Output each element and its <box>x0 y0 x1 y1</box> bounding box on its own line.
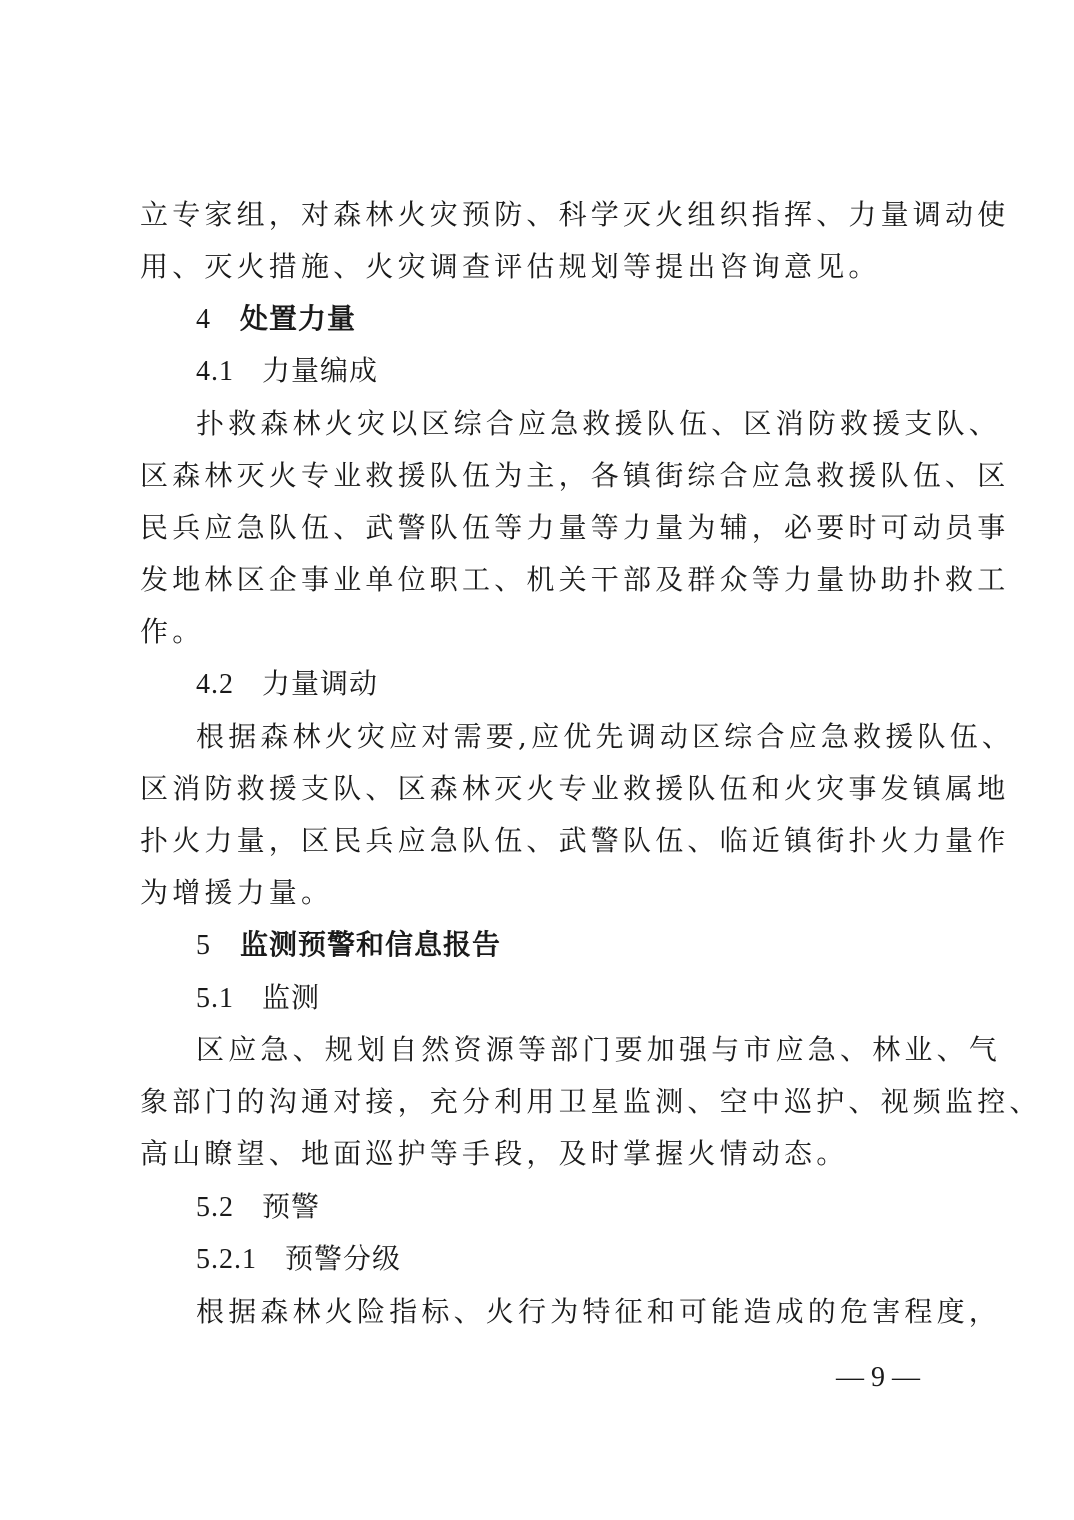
body-line: 扑救森林火灾以区综合应急救援队伍、区消防救援支队、 <box>196 407 1002 440</box>
section-number: 5 <box>196 930 211 961</box>
body-line: 根据森林火险指标、火行为特征和可能造成的危害程度， <box>196 1295 1002 1328</box>
subsection-title: 预警 <box>262 1190 321 1223</box>
section-heading-5 <box>196 925 976 966</box>
subsection-title: 预警分级 <box>285 1242 402 1275</box>
body-line: 用、灭火措施、火灾调查评估规划等提出咨询意见。 <box>140 250 881 283</box>
body-line: 区消防救援支队、区森林灭火专业救援队伍和火灾事发镇属地 <box>140 772 1010 805</box>
subsection-heading-5-2 <box>196 1187 976 1228</box>
body-line: 立专家组，对森林火灾预防、科学灭火组织指挥、力量调动使 <box>140 198 1010 231</box>
subsection-heading-4-2 <box>196 664 976 705</box>
body-line: 高山瞭望、地面巡护等手段，及时掌握火情动态。 <box>140 1137 849 1170</box>
subsection-number: 5.2.1 <box>196 1244 257 1275</box>
body-line: 发地林区企事业单位职工、机关干部及群众等力量协助扑救工 <box>140 563 1010 596</box>
subsection-title: 力量调动 <box>262 667 379 700</box>
subsection-heading-4-1 <box>196 351 976 392</box>
section-heading-4 <box>196 299 976 340</box>
body-line: 根据森林火灾应对需要,应优先调动区综合应急救援队伍、 <box>196 720 1015 753</box>
subsection-number: 4.2 <box>196 669 234 700</box>
subsection-title: 力量编成 <box>262 354 379 387</box>
body-line: 作。 <box>140 615 205 648</box>
body-line: 象部门的沟通对接，充分利用卫星监测、空中巡护、视频监控、 <box>140 1085 1042 1118</box>
subsection-title: 监测 <box>262 981 321 1014</box>
body-line: 区森林灭火专业救援队伍为主，各镇街综合应急救援队伍、区 <box>140 459 1010 492</box>
subsection-number: 5.2 <box>196 1192 234 1223</box>
section-title: 处置力量 <box>240 302 357 335</box>
subsection-heading-5-2-1 <box>196 1239 976 1280</box>
section-title: 监测预警和信息报告 <box>240 928 502 961</box>
subsection-heading-5-1 <box>196 978 976 1019</box>
section-number: 4 <box>196 304 211 335</box>
body-line: 民兵应急队伍、武警队伍等力量等力量为辅，必要时可动员事 <box>140 511 1010 544</box>
body-line: 区应急、规划自然资源等部门要加强与市应急、林业、气 <box>196 1033 1002 1066</box>
page-number: — 9 — <box>836 1362 920 1393</box>
body-line: 为增援力量。 <box>140 876 334 909</box>
body-line: 扑火力量，区民兵应急队伍、武警队伍、临近镇街扑火力量作 <box>140 824 1010 857</box>
subsection-number: 4.1 <box>196 356 234 387</box>
subsection-number: 5.1 <box>196 983 234 1014</box>
